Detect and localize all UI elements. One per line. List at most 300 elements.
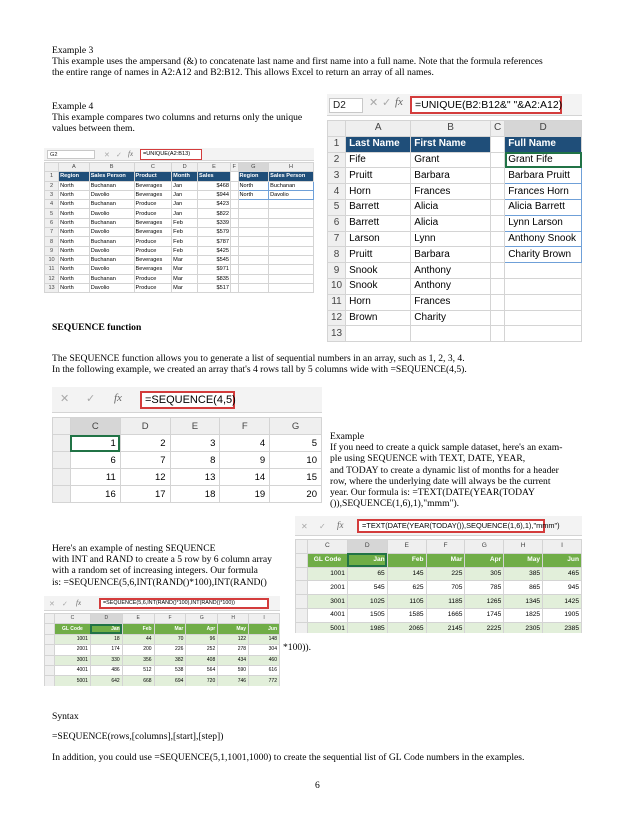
data-cell: 1001	[307, 567, 347, 581]
empty-cell	[230, 190, 238, 199]
unique-grid	[44, 162, 314, 293]
table-row	[328, 199, 582, 215]
row-header	[53, 469, 71, 486]
data-cell: Pruitt	[346, 247, 411, 263]
row-header: 5	[328, 199, 346, 215]
example3-heading: Example 3	[52, 45, 94, 56]
column-header: E	[122, 614, 154, 624]
data-cell: 2225	[465, 622, 504, 633]
empty-cell	[230, 181, 238, 190]
function-icon: fx	[128, 150, 134, 158]
table-row	[45, 181, 314, 190]
data-cell: Barbara Pruitt	[505, 168, 582, 184]
table-row	[328, 278, 582, 294]
data-cell: Jan	[172, 190, 198, 199]
data-cell: Snook	[346, 278, 411, 294]
example-months-line-2: ple using SEQUENCE with TEXT, DATE, YEAR,	[330, 453, 526, 465]
data-cell: $339	[198, 218, 231, 227]
empty-cell	[505, 310, 582, 326]
table-row	[296, 581, 582, 595]
row-header: 10	[45, 255, 59, 264]
data-cell: 1905	[543, 608, 582, 622]
data-cell: 1345	[504, 595, 543, 609]
empty-cell	[238, 246, 269, 255]
column-header: C	[54, 614, 90, 624]
table-row	[296, 622, 582, 633]
data-cell: 1185	[426, 595, 465, 609]
name-box[interactable]: D2	[329, 98, 363, 113]
data-cell: Pruitt	[346, 168, 411, 184]
data-cell: 5001	[54, 676, 90, 686]
function-icon: fx	[395, 96, 403, 108]
data-cell: Beverages	[134, 190, 172, 199]
data-cell: 625	[387, 581, 426, 595]
data-cell: 1425	[543, 595, 582, 609]
header-cell: Last Name	[346, 136, 411, 152]
data-cell: Barbara	[411, 247, 491, 263]
empty-cell	[238, 237, 269, 246]
row-header: 6	[45, 218, 59, 227]
data-cell: 17	[120, 486, 170, 503]
row-header: 3	[328, 168, 346, 184]
column-header: F	[230, 163, 238, 172]
row-header: 7	[328, 231, 346, 247]
row-header: 5	[45, 209, 59, 218]
empty-cell	[490, 231, 504, 247]
data-cell: 148	[249, 634, 280, 644]
column-header: H	[218, 614, 249, 624]
page-number: 6	[315, 780, 320, 791]
empty-cell	[490, 263, 504, 279]
empty-cell	[238, 265, 269, 274]
data-cell: $423	[198, 200, 231, 209]
header-cell: Sales Person	[89, 172, 134, 181]
data-cell: Produce	[134, 200, 172, 209]
data-cell: 6	[70, 452, 120, 469]
data-cell: 3001	[307, 595, 347, 609]
data-cell: 9	[220, 452, 270, 469]
data-cell: North	[59, 274, 90, 283]
empty-cell	[269, 255, 314, 264]
data-cell: Davolio	[89, 283, 134, 292]
example4-line-1: This example compares two columns and returns only the unique	[52, 112, 303, 124]
data-cell: Larson	[346, 231, 411, 247]
data-cell: Feb	[172, 246, 198, 255]
sequence-intro-line-2: In the following example, we created an array that's 4 rows tall by 5 columns wide with =SEQUENCE(4,5).	[52, 364, 467, 376]
syntax-heading: Syntax	[52, 711, 79, 722]
column-header: C	[307, 540, 347, 554]
data-cell: Mar	[172, 255, 198, 264]
data-cell: 385	[504, 567, 543, 581]
data-cell: Brown	[346, 310, 411, 326]
data-cell: 2145	[426, 622, 465, 633]
empty-cell	[230, 237, 238, 246]
data-cell: Anthony	[411, 278, 491, 294]
example3-section	[52, 45, 543, 79]
table-row	[45, 655, 280, 665]
empty-cell	[269, 209, 314, 218]
header-cell: Full Name	[505, 136, 582, 152]
row-header: 9	[328, 263, 346, 279]
sequence-intro-line-1: The SEQUENCE function allows you to generate a list of sequential numbers in an array, such as 1, 2, 3, 4.	[52, 353, 465, 364]
corner-cell	[53, 418, 71, 435]
data-cell: 1505	[347, 608, 387, 622]
empty-cell	[505, 326, 582, 342]
row-header	[53, 452, 71, 469]
row-header	[45, 676, 55, 686]
header-cell: First Name	[411, 136, 491, 152]
empty-cell	[269, 200, 314, 209]
data-cell: 4001	[54, 665, 90, 675]
column-header: F	[426, 540, 465, 554]
data-cell: Beverages	[134, 228, 172, 237]
row-header: 1	[328, 136, 346, 152]
formula-input[interactable]: =UNIQUE(B2:B12&" "&A2:A12)	[410, 96, 562, 114]
header-cell: Jun	[543, 553, 582, 567]
data-cell: 5	[270, 435, 322, 452]
function-icon: fx	[337, 520, 344, 530]
empty-cell	[230, 255, 238, 264]
empty-cell	[490, 136, 504, 152]
column-header: E	[387, 540, 426, 554]
data-cell: 14	[220, 469, 270, 486]
column-header: C	[70, 418, 120, 435]
data-cell: North	[59, 246, 90, 255]
data-cell: 11	[70, 469, 120, 486]
data-cell: 408	[186, 655, 218, 665]
header-cell: Product	[134, 172, 172, 181]
data-cell: Davolio	[89, 246, 134, 255]
cancel-icon: ✕	[60, 393, 70, 405]
row-header	[53, 486, 71, 503]
row-header: 4	[328, 184, 346, 200]
data-cell: Davolio	[89, 265, 134, 274]
data-cell: $468	[198, 181, 231, 190]
data-cell: Horn	[346, 184, 411, 200]
column-header: I	[249, 614, 280, 624]
cancel-icon: ✕	[369, 97, 379, 109]
data-cell: Charity Brown	[505, 247, 582, 263]
empty-cell	[238, 283, 269, 292]
example-months-line-5: year. Our formula is: =TEXT(DATE(YEAR(TODAY	[330, 487, 535, 499]
empty-cell	[238, 209, 269, 218]
empty-cell	[269, 265, 314, 274]
data-cell: $545	[198, 255, 231, 264]
row-header: 1	[45, 172, 59, 181]
table-row	[45, 274, 314, 283]
data-cell: Buchanan	[89, 218, 134, 227]
data-cell: 3001	[54, 655, 90, 665]
data-cell: 382	[154, 655, 186, 665]
data-cell: Alicia	[411, 215, 491, 231]
empty-cell	[269, 246, 314, 255]
data-cell: North	[238, 190, 269, 199]
row-header: 10	[328, 278, 346, 294]
header-cell: Sales Person	[269, 172, 314, 181]
data-cell: 2385	[543, 622, 582, 633]
empty-cell	[230, 265, 238, 274]
data-cell: North	[59, 283, 90, 292]
data-cell: Beverages	[134, 181, 172, 190]
data-cell: 668	[122, 676, 154, 686]
corner-cell	[45, 614, 55, 624]
data-cell: 20	[270, 486, 322, 503]
data-cell: $944	[198, 190, 231, 199]
empty-cell	[490, 247, 504, 263]
row-header	[296, 567, 308, 581]
table-row	[328, 231, 582, 247]
row-header	[45, 624, 55, 634]
formula-input[interactable]: =UNIQUE(A2:B13)	[140, 149, 202, 160]
table-row	[296, 608, 582, 622]
data-cell: 174	[90, 645, 122, 655]
data-cell: North	[59, 200, 90, 209]
table-row	[45, 218, 314, 227]
table-row	[45, 255, 314, 264]
data-cell: Davolio	[89, 228, 134, 237]
data-cell: 1105	[387, 595, 426, 609]
formula-input[interactable]: =SEQUENCE(4,5)	[140, 391, 235, 409]
row-header: 3	[45, 190, 59, 199]
syntax-line: =SEQUENCE(rows,[columns],[start],[step])	[52, 731, 224, 742]
table-row	[328, 294, 582, 310]
data-cell: Anthony Snook	[505, 231, 582, 247]
table-row	[45, 634, 280, 644]
data-cell: $787	[198, 237, 231, 246]
data-cell: 2	[120, 435, 170, 452]
random-grid	[44, 613, 280, 686]
table-row	[45, 283, 314, 292]
name-box[interactable]: G2	[47, 150, 95, 159]
data-cell: Produce	[134, 274, 172, 283]
data-cell: 96	[186, 634, 218, 644]
corner-cell	[296, 540, 308, 554]
example-months-line-4: row, where the underlying date will always be the current	[330, 475, 551, 487]
data-cell: $425	[198, 246, 231, 255]
fullname-grid	[327, 120, 582, 342]
unique-sheet-screenshot	[44, 148, 314, 300]
nesting-line-2: with INT and RAND to create a 5 row by 6 column array	[52, 554, 272, 566]
empty-cell	[490, 215, 504, 231]
empty-cell	[490, 168, 504, 184]
example4-heading: Example 4	[52, 101, 94, 112]
empty-cell	[230, 209, 238, 218]
empty-cell	[269, 237, 314, 246]
formula-bar	[52, 387, 322, 413]
empty-cell	[269, 218, 314, 227]
empty-cell	[230, 246, 238, 255]
row-header	[296, 622, 308, 633]
column-header: D	[505, 121, 582, 137]
data-cell: 1745	[465, 608, 504, 622]
row-header	[45, 665, 55, 675]
example-months-line-6: ()),SEQUENCE(1,6),1),"mmm").	[330, 498, 460, 510]
column-header: E	[170, 418, 220, 435]
data-cell: North	[59, 237, 90, 246]
column-header: G	[238, 163, 269, 172]
data-cell: North	[59, 209, 90, 218]
data-cell: Lynn	[411, 231, 491, 247]
data-cell: Alicia Barrett	[505, 199, 582, 215]
sequence-intro	[52, 353, 467, 375]
column-header: C	[490, 121, 504, 137]
formula-input[interactable]: =TEXT(DATE(YEAR(TODAY()),SEQUENCE(1,6),1),"mmm")	[357, 519, 545, 533]
data-cell: 225	[426, 567, 465, 581]
data-cell: 226	[154, 645, 186, 655]
function-icon: fx	[76, 599, 82, 607]
data-cell: 486	[90, 665, 122, 675]
data-cell: 434	[218, 655, 249, 665]
empty-cell	[230, 172, 238, 181]
data-cell: 705	[426, 581, 465, 595]
data-cell: 8	[170, 452, 220, 469]
cancel-icon: ✕	[49, 601, 55, 608]
row-header: 12	[328, 310, 346, 326]
data-cell: North	[59, 190, 90, 199]
empty-cell	[230, 228, 238, 237]
row-header	[45, 634, 55, 644]
table-row	[45, 246, 314, 255]
fullname-sheet-screenshot	[327, 94, 582, 346]
data-cell: 330	[90, 655, 122, 665]
data-cell: 616	[249, 665, 280, 675]
row-header: 9	[45, 246, 59, 255]
data-cell: 1265	[465, 595, 504, 609]
data-cell: 1985	[347, 622, 387, 633]
data-cell: 512	[122, 665, 154, 675]
row-header	[296, 595, 308, 609]
data-cell: Davolio	[269, 190, 314, 199]
header-cell: Mar	[426, 553, 465, 567]
data-cell: North	[59, 265, 90, 274]
data-cell: 122	[218, 634, 249, 644]
table-row	[328, 263, 582, 279]
empty-cell	[269, 228, 314, 237]
data-cell: Buchanan	[269, 181, 314, 190]
table-row	[328, 215, 582, 231]
empty-cell	[490, 199, 504, 215]
header-cell: Feb	[122, 624, 154, 634]
data-cell: 304	[249, 645, 280, 655]
row-header: 7	[45, 228, 59, 237]
data-cell: 4001	[307, 608, 347, 622]
empty-cell	[490, 278, 504, 294]
data-cell: Charity	[411, 310, 491, 326]
table-row	[328, 184, 582, 200]
empty-cell	[490, 326, 504, 342]
empty-cell	[238, 274, 269, 283]
data-cell: Frances	[411, 184, 491, 200]
data-cell: 200	[122, 645, 154, 655]
empty-cell	[230, 274, 238, 283]
data-cell: 1001	[54, 634, 90, 644]
data-cell: 18	[170, 486, 220, 503]
column-header: D	[347, 540, 387, 554]
empty-cell	[238, 255, 269, 264]
empty-cell	[490, 152, 504, 168]
data-cell: Barrett	[346, 199, 411, 215]
data-cell: 564	[186, 665, 218, 675]
example-months-line-3: and TODAY to create a dynamic list of months for a header	[330, 464, 559, 476]
data-cell: Buchanan	[89, 200, 134, 209]
formula-bar	[44, 596, 280, 611]
formula-bar	[327, 94, 582, 116]
data-cell: Feb	[172, 218, 198, 227]
data-cell: 642	[90, 676, 122, 686]
data-cell: 746	[218, 676, 249, 686]
example3-line-1: This example uses the ampersand (&) to concatenate last name and first name into a full name. Note that the formula references	[52, 56, 543, 68]
data-cell: Barbara	[411, 168, 491, 184]
data-cell: 720	[186, 676, 218, 686]
header-cell: Jan	[90, 624, 122, 634]
data-cell: $517	[198, 283, 231, 292]
data-cell: Produce	[134, 283, 172, 292]
data-cell: Frances Horn	[505, 184, 582, 200]
data-cell: Grant	[411, 152, 491, 168]
data-cell: North	[59, 228, 90, 237]
table-row	[45, 265, 314, 274]
table-row	[45, 645, 280, 655]
function-icon: fx	[114, 392, 122, 404]
nesting-line-3: with a random set of increasing integers. Our formula	[52, 565, 258, 577]
header-cell: Month	[172, 172, 198, 181]
column-header: B	[89, 163, 134, 172]
data-cell: Feb	[172, 237, 198, 246]
table-row	[328, 152, 582, 168]
data-cell: Grant Fife	[505, 152, 582, 168]
empty-cell	[505, 294, 582, 310]
row-header	[296, 608, 308, 622]
data-cell: 2001	[307, 581, 347, 595]
data-cell: 4	[220, 435, 270, 452]
sequence-sheet-screenshot	[52, 387, 322, 504]
data-cell: Anthony	[411, 263, 491, 279]
data-cell: Barrett	[346, 215, 411, 231]
row-header: 8	[328, 247, 346, 263]
data-cell: 18	[90, 634, 122, 644]
data-cell: North	[238, 181, 269, 190]
header-cell: Jun	[249, 624, 280, 634]
data-cell: 785	[465, 581, 504, 595]
data-cell: 356	[122, 655, 154, 665]
table-row	[53, 486, 322, 503]
row-header: 4	[45, 200, 59, 209]
data-cell: 460	[249, 655, 280, 665]
empty-cell	[490, 310, 504, 326]
row-header	[45, 655, 55, 665]
empty-cell	[505, 278, 582, 294]
data-cell: 44	[122, 634, 154, 644]
confirm-icon: ✓	[319, 522, 326, 531]
header-cell: Jan	[347, 553, 387, 567]
row-header	[53, 435, 71, 452]
empty-cell	[238, 218, 269, 227]
table-row	[296, 595, 582, 609]
table-row	[296, 567, 582, 581]
confirm-icon: ✓	[116, 152, 122, 159]
column-header: H	[269, 163, 314, 172]
column-header: G	[465, 540, 504, 554]
row-header: 13	[328, 326, 346, 342]
data-cell: 1665	[426, 608, 465, 622]
column-header: D	[120, 418, 170, 435]
header-cell: GL Code	[307, 553, 347, 567]
header-cell: Apr	[186, 624, 218, 634]
column-header: G	[270, 418, 322, 435]
data-cell: Lynn Larson	[505, 215, 582, 231]
formula-input[interactable]: =SEQUENCE(5,6,INT(RAND()*100),INT(RAND()*100))	[99, 598, 269, 609]
table-row	[328, 168, 582, 184]
